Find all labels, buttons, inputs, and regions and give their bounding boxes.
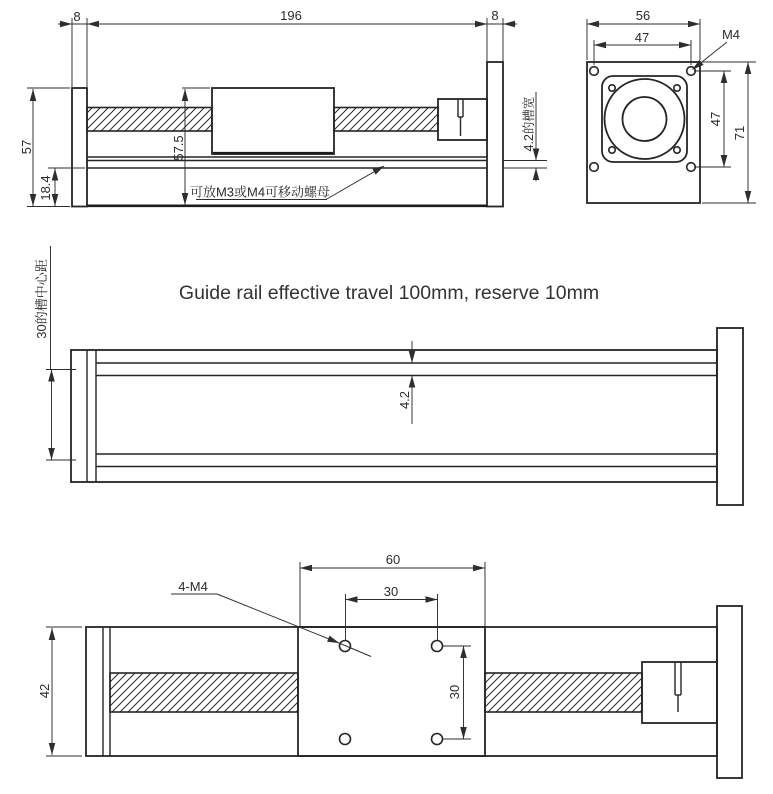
dim-carriage-hole-v-label: 30: [447, 684, 462, 700]
top-rail-body: [71, 350, 717, 482]
dim-hole-v-label: 47: [708, 111, 723, 127]
dim-height-label: 57: [19, 139, 34, 155]
dim-base-label: 18.4: [38, 175, 53, 201]
side-right-end-plate: [487, 62, 503, 207]
motor-hole-br: [674, 147, 680, 153]
nut-note-label: 可放M3或M4可移动螺母: [189, 184, 331, 200]
motor-pilot-circle: [605, 79, 685, 159]
bottom-screw-hatch-left: [110, 673, 298, 712]
drawing-title: Guide rail effective travel 100mm, reserve 10mm: [178, 282, 600, 304]
dim-rail-width-label: 42: [37, 683, 52, 699]
slot-width-note-label: 4.2的槽宽: [522, 96, 536, 152]
side-carriage-block: [212, 88, 334, 154]
dim-carriage-plate-label: 60: [385, 552, 401, 567]
side-bearing-slot: [458, 99, 463, 136]
bottom-bearing-slot: [675, 662, 681, 712]
side-view: [19, 8, 547, 207]
dim-length-label: 196: [280, 8, 302, 23]
plate-hole-tl: [590, 67, 599, 76]
slot-center-note-label: 30的槽中心距: [34, 259, 49, 339]
motor-shaft-circle: [623, 97, 667, 141]
lead-screw-hatch-left: [87, 108, 212, 132]
top-view: [34, 246, 743, 505]
motor-hole-tr: [674, 85, 680, 91]
dim-end-width-label: 56: [635, 8, 651, 23]
motor-hole-bl: [609, 147, 615, 153]
dim-left-plate-label: 8: [73, 9, 81, 24]
carriage-hole-bl: [340, 734, 351, 745]
dim-end-height-label: 71: [732, 125, 747, 141]
bottom-bearing-block: [642, 662, 717, 723]
lead-screw-hatch-right: [334, 108, 438, 132]
bottom-view: [37, 552, 742, 778]
dim-right-plate-label: 8: [491, 8, 499, 23]
m4-hole-label: M4: [721, 27, 741, 42]
dim-hole-h-label: 47: [634, 30, 650, 45]
dim-mid-height-label: 57.5: [171, 135, 186, 161]
bottom-right-end-plate: [717, 606, 742, 778]
carriage-hole-br: [432, 734, 443, 745]
motor-hole-tl: [609, 85, 615, 91]
dim-carriage-hole-h-label: 30: [383, 584, 399, 599]
carriage-holes-label: 4-M4: [178, 579, 208, 594]
plate-hole-bl: [590, 163, 599, 172]
side-left-end-plate: [72, 88, 87, 207]
carriage-hole-tr: [432, 641, 443, 652]
top-right-end-plate: [717, 328, 743, 505]
dim-slot-label: 4.2: [397, 390, 412, 410]
bottom-screw-hatch-right: [485, 673, 642, 712]
end-view: [587, 8, 756, 203]
